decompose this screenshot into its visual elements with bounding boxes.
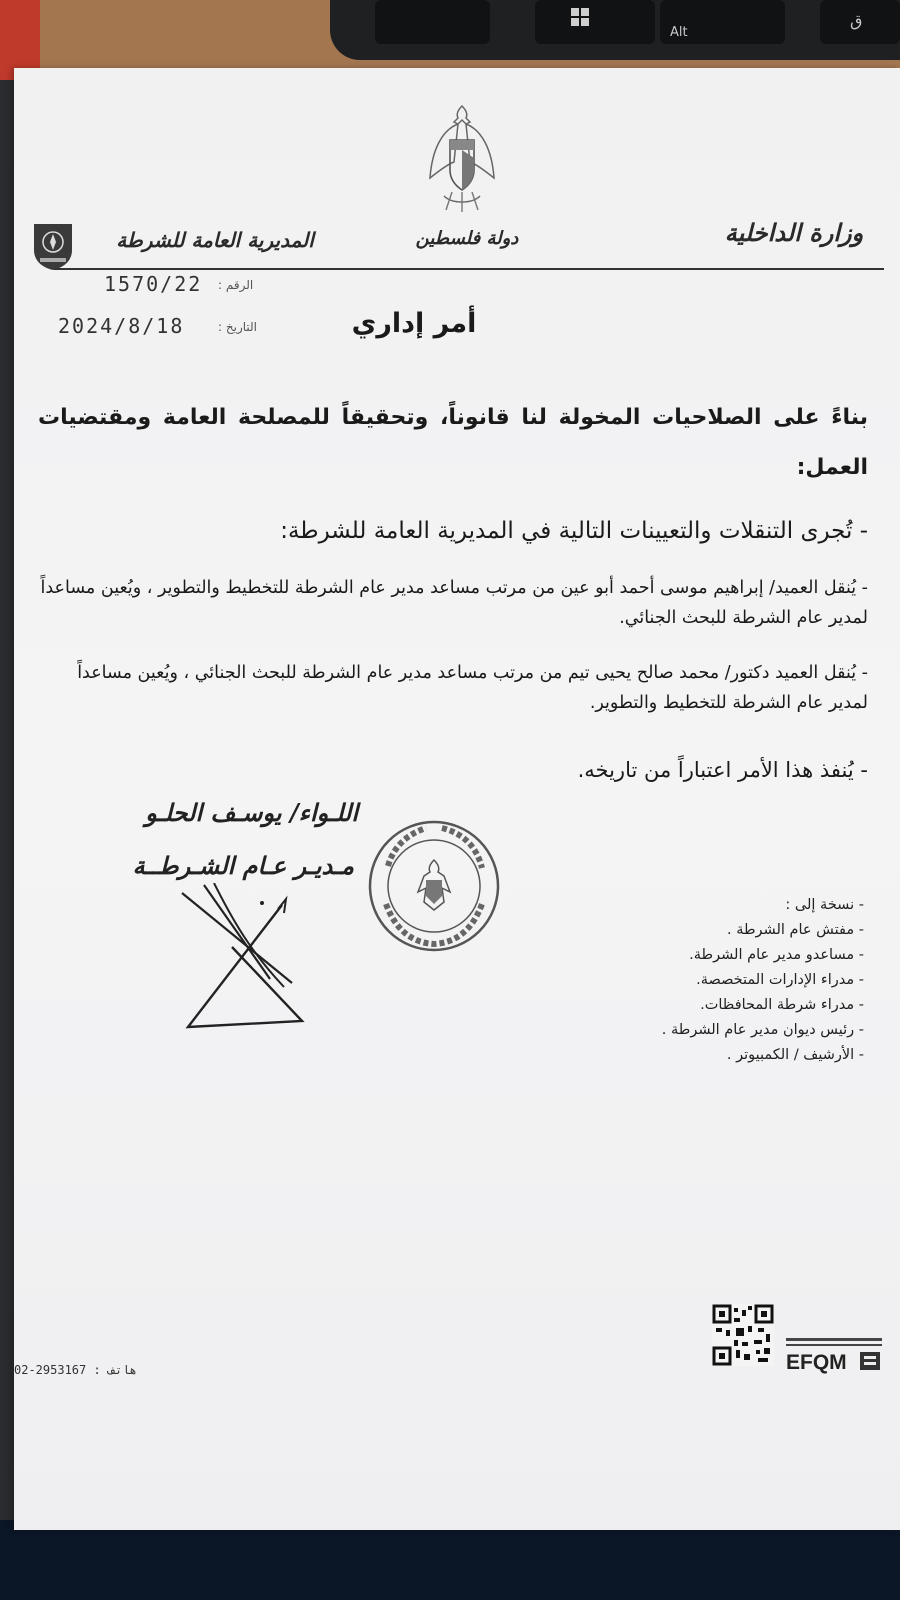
efqm-text: EFQM	[786, 1351, 847, 1374]
transfer-item-1: - يُنقل العميد/ إبراهيم موسى أحمد أبو عين من مرتب مساعد مدير عام الشرطة للتخطيط والتطوير ، ويُعين مساعداً لمدير عام الشرطة للبحث الجنائي.	[40, 578, 868, 628]
transfer-item-2: - يُنقل العميد دكتور/ محمد صالح يحيى تيم من مرتب مساعد مدير عام الشرطة للبحث الجنائي ، ويُعين مساعداً لمدير عام الشرطة للتخطيط والتطوير.	[77, 663, 868, 713]
directorate-name: المديرية العامة للشرطة	[116, 228, 314, 252]
keyboard-key	[375, 0, 490, 44]
efqm-logo	[786, 1338, 882, 1374]
police-shield-logo-icon	[32, 220, 74, 272]
copy-recipient: - الأرشيف / الكمبيوتر .	[726, 1047, 864, 1063]
copy-recipient: - مدراء الإدارات المتخصصة.	[696, 972, 864, 988]
reference-label: الرقم :	[218, 278, 254, 292]
keyboard-key-qaf	[820, 0, 900, 44]
copy-recipient: - مدراء شرطة المحافظات.	[700, 997, 864, 1013]
copy-recipient: - رئيس ديوان مدير عام الشرطة .	[661, 1022, 864, 1038]
keyboard-key-alt	[660, 0, 785, 44]
copy-recipient: - مساعدو مدير عام الشرطة.	[689, 947, 864, 963]
handwritten-signature	[174, 883, 334, 1043]
state-name: دولة فلسطين	[415, 228, 519, 249]
copies-header: - نسخة إلى :	[785, 897, 864, 913]
official-stamp-icon	[366, 818, 502, 954]
preamble-paragraph: بناءً على الصلاحيات المخولة لنا قانوناً، وتحقيقاً للمصلحة العامة ومقتضيات العمل:	[38, 405, 868, 480]
phone-number: 02-2953167 : هاتف	[14, 1363, 137, 1377]
date-label: التاريخ :	[218, 320, 258, 334]
qr-code-icon	[712, 1304, 774, 1366]
table-surface	[0, 1520, 900, 1600]
copies-list	[574, 893, 864, 1068]
keyboard-key-windows	[535, 0, 655, 44]
key-label-qaf: ق	[850, 11, 863, 30]
document-page	[14, 68, 900, 1530]
windows-icon	[571, 8, 589, 26]
signatory-name: اللـواء/ يوسـف الحلـو	[145, 798, 358, 827]
palestine-eagle-emblem-icon	[422, 100, 502, 220]
document-title: أمر إداري	[351, 308, 477, 339]
copy-recipient: - مفتش عام الشرطة .	[727, 922, 864, 938]
key-label-alt: Alt	[670, 25, 688, 40]
date-value: 2024/8/18	[58, 314, 185, 338]
execution-clause: - يُنفذ هذا الأمر اعتباراً من تاريخه.	[577, 758, 868, 782]
reference-number: 1570/22	[104, 272, 203, 296]
main-directive: - تُجرى التنقلات والتعيينات التالية في المديرية العامة للشرطة:	[280, 518, 868, 544]
signatory-title: مـديـر عـام الشـرطــة	[132, 851, 354, 880]
header-divider	[54, 268, 884, 270]
ministry-name: وزارة الداخلية	[724, 218, 864, 247]
